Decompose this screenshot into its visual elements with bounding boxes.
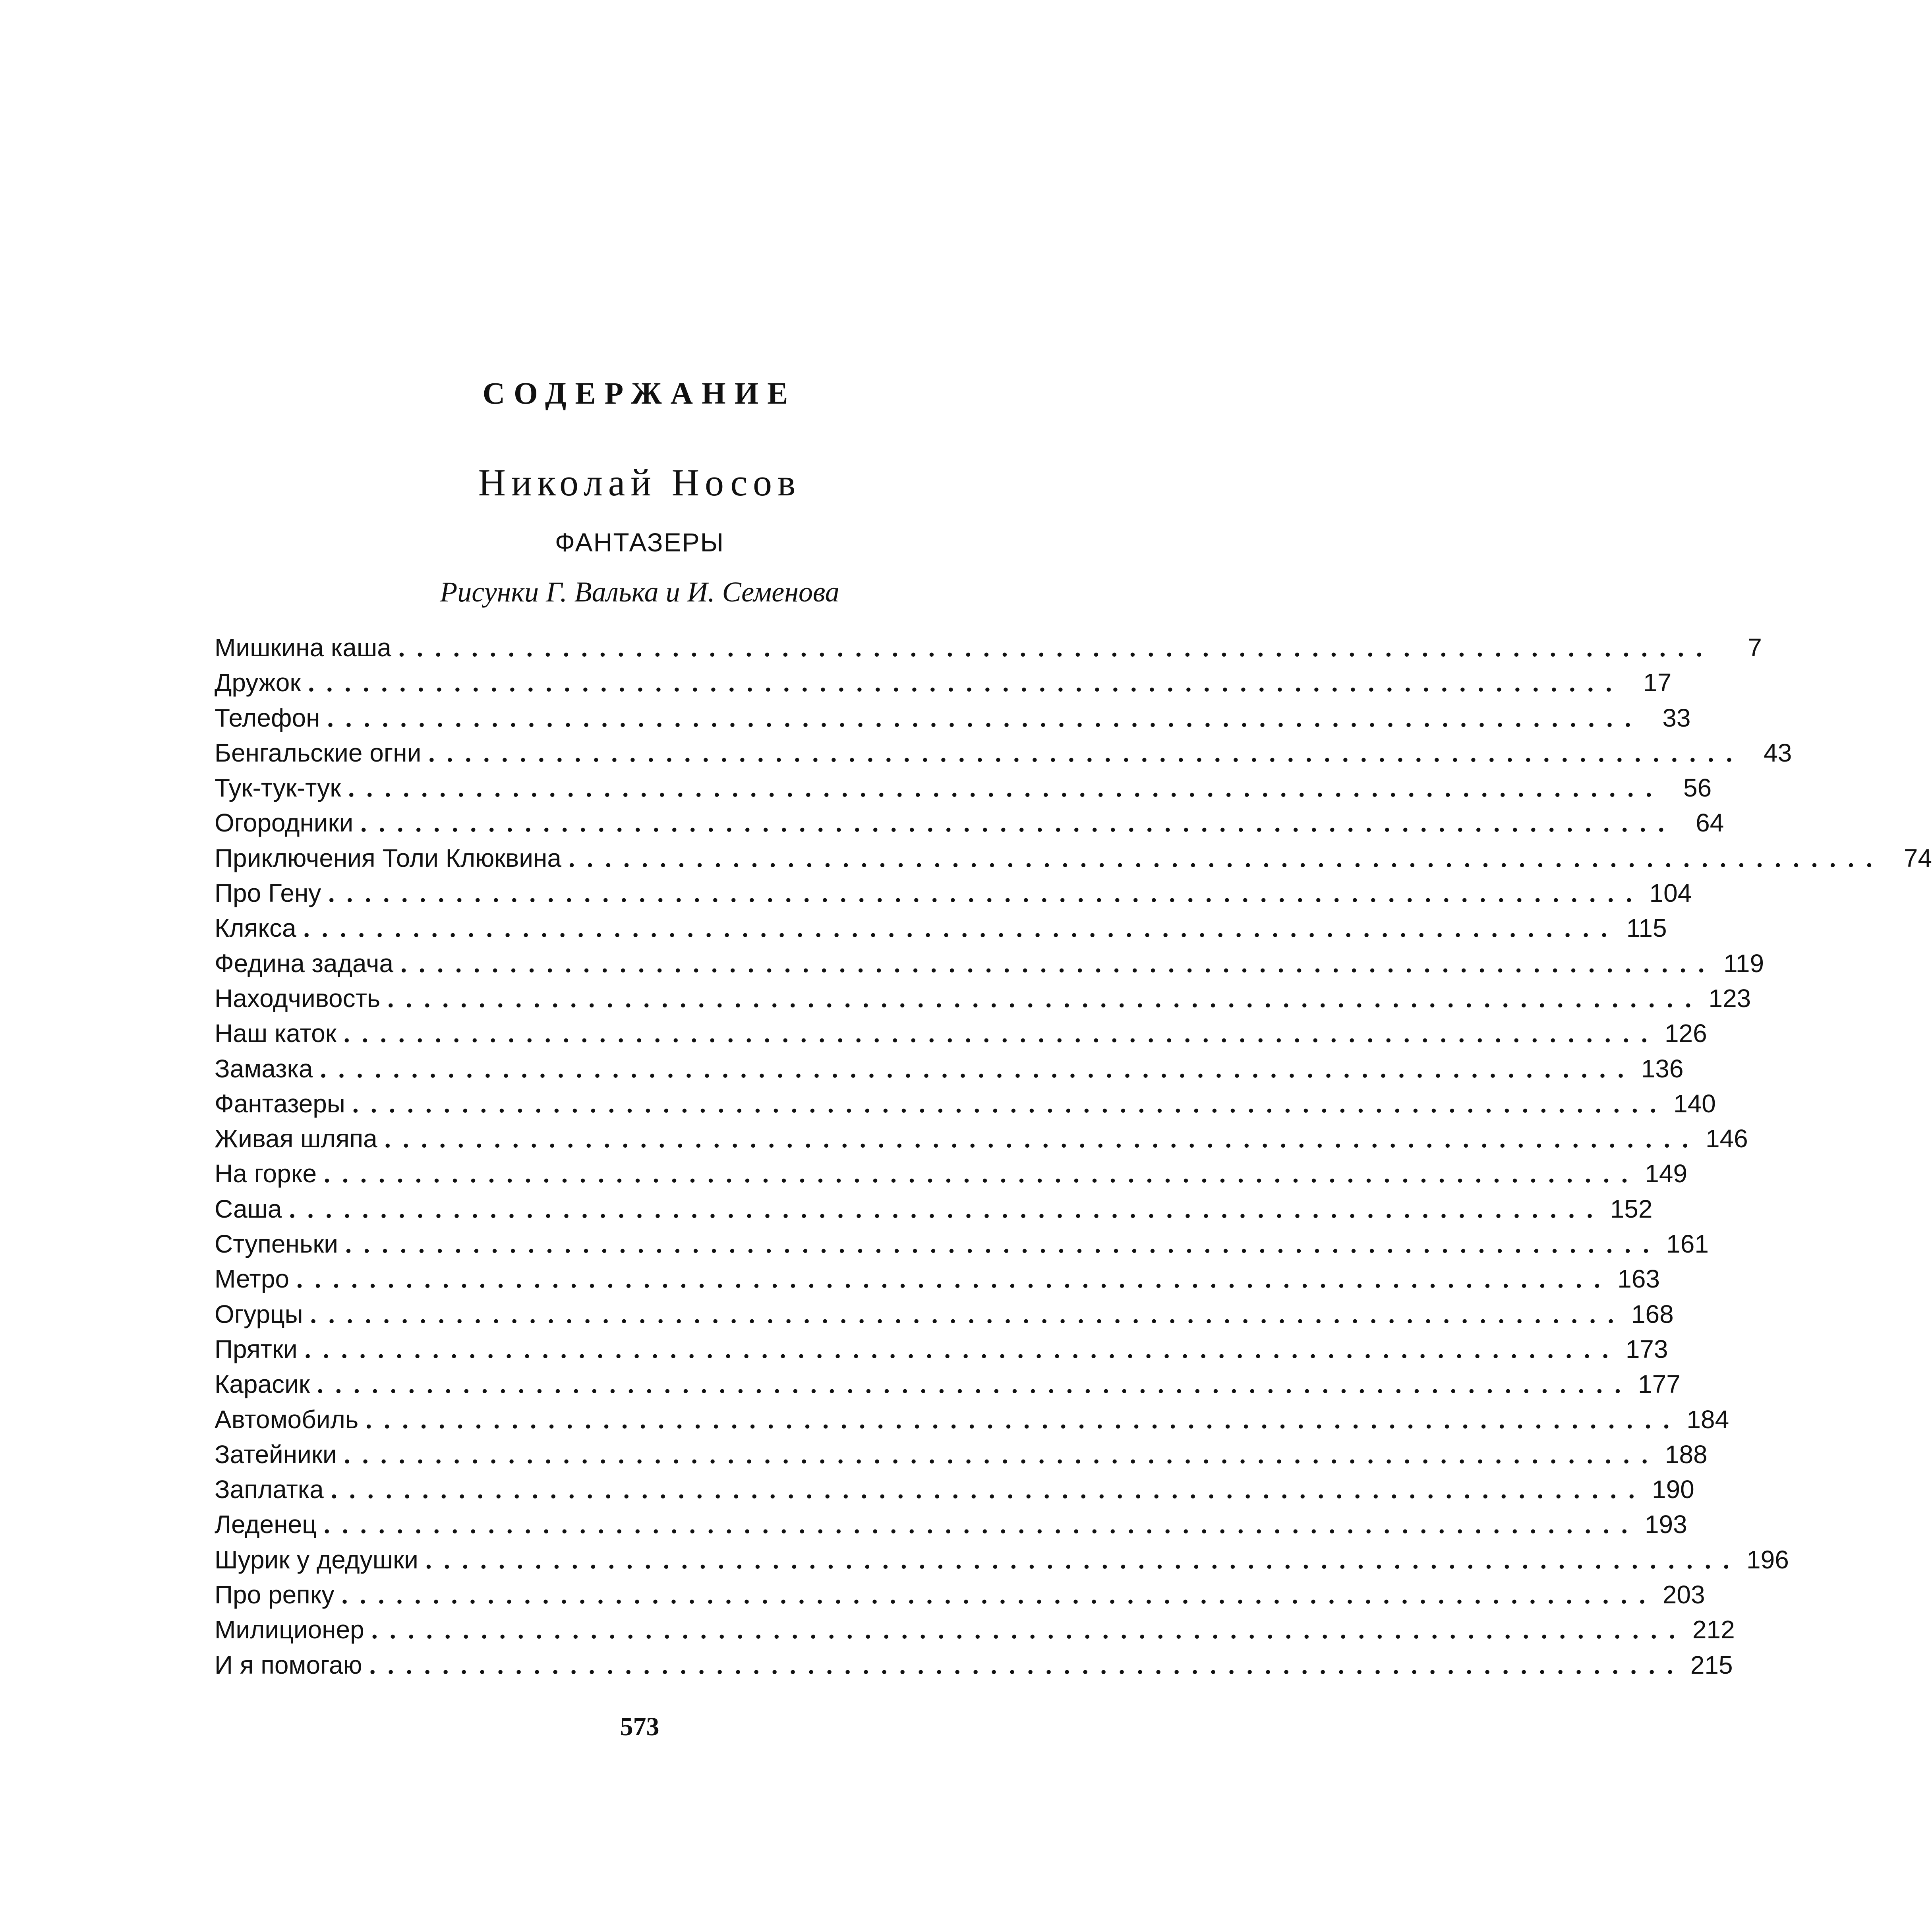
- toc-entry: [215, 1437, 1708, 1472]
- toc-entry-title: Федина задача: [215, 949, 394, 978]
- toc-entry-title: Бенгальские огни: [215, 738, 422, 767]
- toc-entry: [215, 1542, 1789, 1577]
- toc-entry-title: Огурцы: [215, 1299, 303, 1328]
- toc-entry: [215, 735, 1792, 770]
- toc-entry-page: 149: [1645, 1159, 1688, 1188]
- toc-entry-page: 33: [1662, 703, 1691, 732]
- toc-entry: [215, 1086, 1716, 1121]
- toc-entry-title: Шурик у дедушки: [215, 1545, 418, 1574]
- toc-entry-title: Ступеньки: [215, 1230, 338, 1259]
- toc-entry-page: 173: [1625, 1334, 1668, 1363]
- toc-entry-page: 43: [1764, 738, 1792, 767]
- toc-entry-page: 56: [1683, 773, 1712, 802]
- toc-entry-title: Прятки: [215, 1334, 298, 1363]
- toc-entry: [215, 1297, 1674, 1332]
- toc-entry-title: Тук-тук-тук: [215, 773, 341, 802]
- toc-entry: [215, 1612, 1735, 1647]
- toc-entry: [215, 1472, 1694, 1507]
- toc-entry: [215, 1191, 1653, 1226]
- toc-entry-page: 212: [1692, 1615, 1735, 1644]
- toc-dot-leader: ........................................................................: [341, 1581, 1657, 1609]
- toc-entry: [215, 1367, 1681, 1402]
- toc-entry-title: На горке: [215, 1159, 317, 1188]
- toc-entry: [215, 981, 1751, 1016]
- toc-entry-page: 136: [1641, 1054, 1684, 1083]
- toc-dot-leader: ........................................................................: [366, 1405, 1682, 1434]
- toc-dot-leader: ........................................................................: [296, 1265, 1612, 1293]
- toc-entry: [215, 1156, 1688, 1191]
- toc-entry-page: 163: [1617, 1264, 1660, 1293]
- toc-dot-leader: ........................................................................: [343, 1019, 1659, 1048]
- toc-entry: [215, 911, 1667, 945]
- toc-dot-leader: ........................................................................: [371, 1616, 1687, 1644]
- toc-dot-leader: ........................................................................: [345, 1230, 1661, 1259]
- toc-entry: [215, 1577, 1705, 1612]
- toc-dot-leader: ........................................................................: [369, 1651, 1685, 1679]
- toc-entry-title: Заплатка: [215, 1475, 324, 1504]
- toc-entry: [215, 841, 1932, 876]
- toc-entry-page: 146: [1705, 1124, 1748, 1153]
- toc-entry: [215, 1121, 1748, 1156]
- toc-entry-page: 104: [1649, 879, 1692, 908]
- toc-entry-title: Затейники: [215, 1440, 337, 1469]
- toc-entry: [215, 876, 1692, 911]
- toc-entry-title: И я помогаю: [215, 1650, 362, 1679]
- toc-dot-leader: ........................................................................: [289, 1195, 1605, 1223]
- toc-entry-title: Приключения Толи Клюквина: [215, 843, 561, 872]
- toc-entry-title: Фантазеры: [215, 1089, 345, 1118]
- toc-dot-leader: ........................................................................: [304, 1335, 1621, 1363]
- toc-entry-page: 190: [1652, 1475, 1694, 1504]
- toc-entry: [215, 770, 1712, 805]
- toc-entry-title: Про репку: [215, 1580, 335, 1609]
- toc-dot-leader: ........................................................................: [398, 634, 1714, 662]
- contents-title: СОДЕРЖАНИЕ: [482, 376, 797, 410]
- toc-entry: [215, 1647, 1733, 1682]
- toc-dot-leader: ........................................................................: [331, 1475, 1647, 1504]
- author-name: Николай Носов: [478, 461, 801, 504]
- toc-entry-page: 203: [1662, 1580, 1705, 1609]
- toc-entry-page: 74: [1903, 843, 1932, 872]
- toc-entry-title: Карасик: [215, 1370, 310, 1399]
- toc-dot-leader: ........................................................................: [348, 774, 1664, 802]
- toc-entry: [215, 1261, 1660, 1296]
- toc-dot-leader: ........................................................................: [317, 1370, 1633, 1399]
- toc-entry-title: Метро: [215, 1264, 289, 1293]
- toc-dot-leader: ........................................................................: [360, 809, 1677, 837]
- toc-dot-leader: ........................................................................: [323, 1510, 1640, 1539]
- toc-entry: [215, 1507, 1687, 1542]
- toc-entry-title: Автомобиль: [215, 1405, 359, 1434]
- toc-dot-leader: ........................................................................: [387, 984, 1704, 1013]
- toc-entry-title: Дружок: [215, 668, 301, 697]
- toc-dot-leader: ........................................................................: [352, 1089, 1668, 1118]
- toc-entry-page: 161: [1666, 1230, 1709, 1259]
- toc-entry-title: Находчивость: [215, 984, 381, 1013]
- toc-entry: [215, 1402, 1729, 1437]
- toc-entry-page: 152: [1610, 1194, 1653, 1223]
- toc-entry-title: Наш каток: [215, 1019, 337, 1048]
- toc-dot-leader: ........................................................................: [344, 1440, 1660, 1469]
- toc-dot-leader: ........................................................................: [328, 879, 1644, 908]
- toc-dot-leader: ........................................................................: [308, 669, 1624, 697]
- toc-entry-page: 7: [1748, 633, 1762, 662]
- toc-entry-title: Огородники: [215, 808, 354, 837]
- toc-entry: [215, 700, 1691, 735]
- toc-entry-page: 123: [1708, 984, 1751, 1013]
- toc-entry: [215, 946, 1764, 981]
- toc-entry-page: 177: [1638, 1370, 1681, 1399]
- toc-dot-leader: ........................................................................: [327, 704, 1643, 732]
- toc-entry: [215, 805, 1724, 840]
- page-number: 573: [620, 1712, 659, 1741]
- toc-dot-leader: ........................................................................: [568, 844, 1884, 872]
- toc-dot-leader: ........................................................................: [320, 1054, 1636, 1083]
- toc-dot-leader: ........................................................................: [384, 1125, 1700, 1153]
- toc-entry-page: 115: [1626, 914, 1667, 943]
- toc-entry-page: 184: [1686, 1405, 1729, 1434]
- toc-entry-page: 140: [1673, 1089, 1716, 1118]
- toc-entry: [215, 665, 1672, 700]
- toc-entry-page: 17: [1643, 668, 1672, 697]
- toc-entry-title: Леденец: [215, 1510, 317, 1539]
- toc-dot-leader: ........................................................................: [428, 739, 1744, 767]
- toc-entry-title: Саша: [215, 1194, 282, 1223]
- toc-entry: [215, 630, 1762, 665]
- toc-entry-title: Мишкина каша: [215, 633, 391, 662]
- toc-entry-page: 119: [1723, 949, 1764, 978]
- toc-entry: [215, 1226, 1709, 1261]
- toc-dot-leader: ........................................................................: [310, 1300, 1626, 1328]
- toc-entry-title: Милиционер: [215, 1615, 364, 1644]
- toc-entry-title: Замазка: [215, 1054, 313, 1083]
- toc-entry-title: Клякса: [215, 914, 296, 943]
- toc-dot-leader: ........................................................................: [400, 949, 1717, 978]
- illustrators-credit: Рисунки Г. Валька и И. Семенова: [440, 576, 839, 608]
- toc-entry: [215, 1016, 1707, 1051]
- toc-entry: [215, 1332, 1668, 1367]
- toc-entry-page: 188: [1665, 1440, 1708, 1469]
- toc-dot-leader: ........................................................................: [303, 914, 1619, 943]
- toc-dot-leader: ........................................................................: [324, 1160, 1640, 1188]
- toc-entry-page: 196: [1746, 1545, 1789, 1574]
- toc-entry-title: Телефон: [215, 703, 320, 732]
- toc-entry: [215, 1051, 1684, 1086]
- toc-entry-page: 64: [1696, 808, 1724, 837]
- toc-entry-title: Живая шляпа: [215, 1124, 377, 1153]
- toc-dot-leader: ........................................................................: [425, 1545, 1741, 1574]
- toc-entry-page: 215: [1690, 1650, 1733, 1679]
- toc-entry-title: Про Гену: [215, 879, 321, 908]
- toc-entry-page: 126: [1664, 1019, 1707, 1048]
- table-of-contents: [215, 630, 1932, 1682]
- book-title: ФАНТАЗЕРЫ: [555, 528, 725, 557]
- toc-entry-page: 193: [1644, 1510, 1687, 1539]
- toc-entry-page: 168: [1631, 1299, 1674, 1328]
